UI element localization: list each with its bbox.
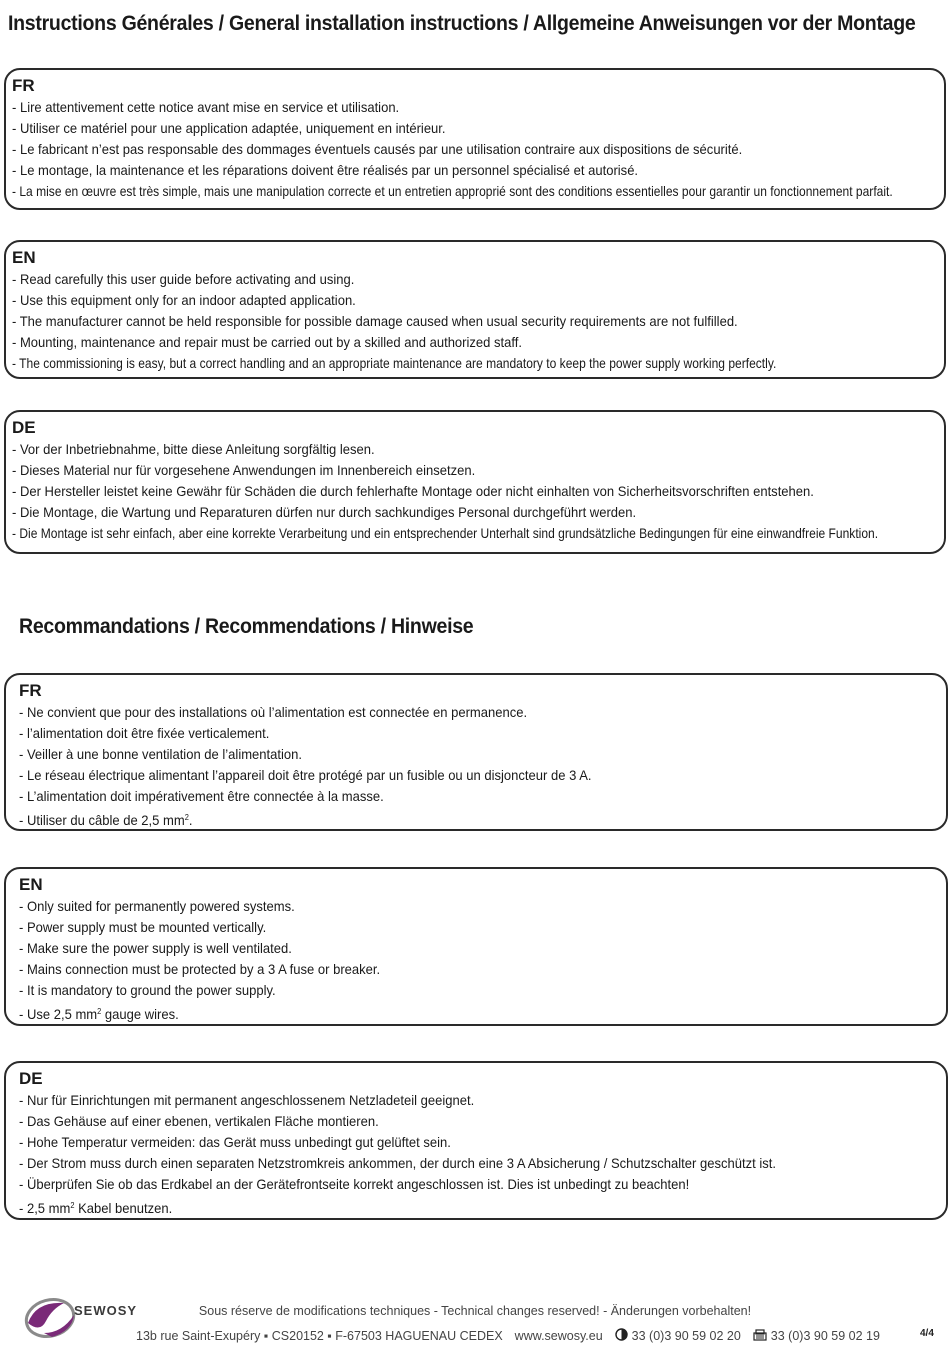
list-item: - Mains connection must be protected by a 3 A fuse or breaker. [19,961,381,977]
superscript: 2 [97,1007,102,1016]
general-instructions-en-box [4,240,946,379]
general-instructions-fr-box [4,68,946,210]
cable-suffix: gauge wires. [101,1006,179,1022]
list-item: - Le réseau électrique alimentant l’appareil doit être protégé par un fusible ou un disjoncteur de 3 A. [19,767,592,783]
superscript: 2 [184,813,189,822]
recommendations-en-box [4,867,948,1026]
list-item: - Only suited for permanently powered systems. [19,898,295,914]
logo-text: SEWOSY [74,1303,138,1318]
cable-suffix: Kabel benutzen. [74,1200,173,1216]
lang-label-en: EN [19,875,43,894]
list-item: - Power supply must be mounted vertically. [19,919,267,935]
list-item: - Der Hersteller leistet keine Gewähr für Schäden die durch fehlerhafte Montage oder nicht einhalten von Sicherheitsvorschriften entstehen. [12,483,814,499]
list-item: - L’alimentation doit impérativement être connectée à la masse. [19,788,384,804]
list-item: - Lire attentivement cette notice avant mise en service et utilisation. [12,99,400,115]
website-link[interactable]: www.sewosy.eu [514,1329,603,1343]
lang-label-fr: FR [12,76,35,95]
lang-label-de: DE [12,418,36,437]
cable-text: - Use 2,5 mm [19,1006,98,1022]
list-item: - Hohe Temperatur vermeiden: das Gerät muss unbedingt gut gelüftet sein. [19,1134,451,1150]
list-item: - Use this equipment only for an indoor adapted application. [12,292,356,308]
list-item [19,1195,881,1219]
list-item: - Veiller à une bonne ventilation de l’alimentation. [19,746,303,762]
list-item: - Make sure the power supply is well ventilated. [19,940,292,956]
phone-icon [615,1328,628,1344]
list-item: - Der Strom muss durch einen separaten Netzstromkreis ankommen, der durch eine 3 A Absicherung / Schutzschalter geschützt ist. [19,1155,776,1171]
list-item: - Le fabricant n’est pas responsable des dommages éventuels causés par une utilisation contraire aux dispositions de sécurité. [12,141,743,157]
list-item: - Dieses Material nur für vorgesehene Anwendungen im Innenbereich einsetzen. [12,462,476,478]
list-item: - Read carefully this user guide before activating and using. [12,271,355,287]
address-text: 13b rue Saint-Exupéry ▪ CS20152 ▪ F-67503 HAGUENAU CEDEX [136,1329,503,1343]
list-item: - Nur für Einrichtungen mit permanent angeschlossenem Netzladeteil geeignet. [19,1092,475,1108]
lang-label-en: EN [12,248,36,267]
page-number: 4/4 [920,1328,934,1339]
list-item: - The commissioning is easy, but a correct handling and an appropriate maintenance are mandatory to keep the power supply working perfectly. [12,355,777,371]
company-address [136,1328,880,1344]
cable-text: - Utiliser du câble de 2,5 mm [19,812,185,828]
list-item [19,807,881,831]
sewosy-logo-mark [22,1293,82,1343]
fax-number: 33 (0)3 90 59 02 19 [770,1329,880,1343]
technical-changes-notice: Sous réserve de modifications techniques - Technical changes reserved! - Änderungen vorbehalten! [198,1304,752,1318]
list-item: - Mounting, maintenance and repair must be carried out by a skilled and authorized staff. [12,334,523,350]
fax-icon [753,1329,767,1344]
general-instructions-title: Instructions Générales / General installation instructions / Allgemeine Anweisungen vor der Montage [8,12,916,35]
list-item: - Utiliser ce matériel pour une application adaptée, uniquement en intérieur. [12,120,446,136]
list-item: - l’alimentation doit être fixée verticalement. [19,725,270,741]
phone-number: 33 (0)3 90 59 02 20 [631,1329,741,1343]
list-item: - It is mandatory to ground the power supply. [19,982,276,998]
list-item: - The manufacturer cannot be held responsible for possible damage caused when usual security requirements are not fulfilled. [12,313,738,329]
list-item: - Le montage, la maintenance et les réparations doivent être réalisés par un personnel spécialisé et autorisé. [12,162,639,178]
list-item: - Das Gehäuse auf einer ebenen, vertikalen Fläche montieren. [19,1113,379,1129]
list-item: - Die Montage ist sehr einfach, aber eine korrekte Verarbeitung und ein entsprechender Unterhalt sind grundsätzliche Bedingungen für eine einwandfreie Funktion. [12,525,879,541]
list-item: - Ne convient que pour des installations où l’alimentation est connectée en permanence. [19,704,528,720]
list-item: - La mise en œuvre est très simple, mais une manipulation correcte et un entretien approprié sont des conditions essentielles pour garantir un fonctionnement parfait. [12,183,893,199]
list-item: - Vor der Inbetriebnahme, bitte diese Anleitung sorgfältig lesen. [12,441,375,457]
sewosy-logo [22,1293,138,1343]
list-item: - Die Montage, die Wartung und Reparaturen dürfen nur durch sachkundiges Personal durchgeführt werden. [12,504,637,520]
cable-text: - 2,5 mm [19,1200,71,1216]
list-item: - Überprüfen Sie ob das Erdkabel an der Gerätefrontseite korrekt angeschlossen ist. Dies ist unbedingt zu beachten! [19,1176,690,1192]
recommendations-fr-box [4,673,948,831]
recommendations-title: Recommandations / Recommendations / Hinweise [19,615,474,638]
recommendations-de-box [4,1061,948,1220]
list-item [19,1001,881,1025]
superscript: 2 [70,1201,75,1210]
cable-suffix: . [188,812,193,828]
lang-label-de: DE [19,1069,43,1088]
general-instructions-de-box [4,410,946,554]
lang-label-fr: FR [19,681,42,700]
